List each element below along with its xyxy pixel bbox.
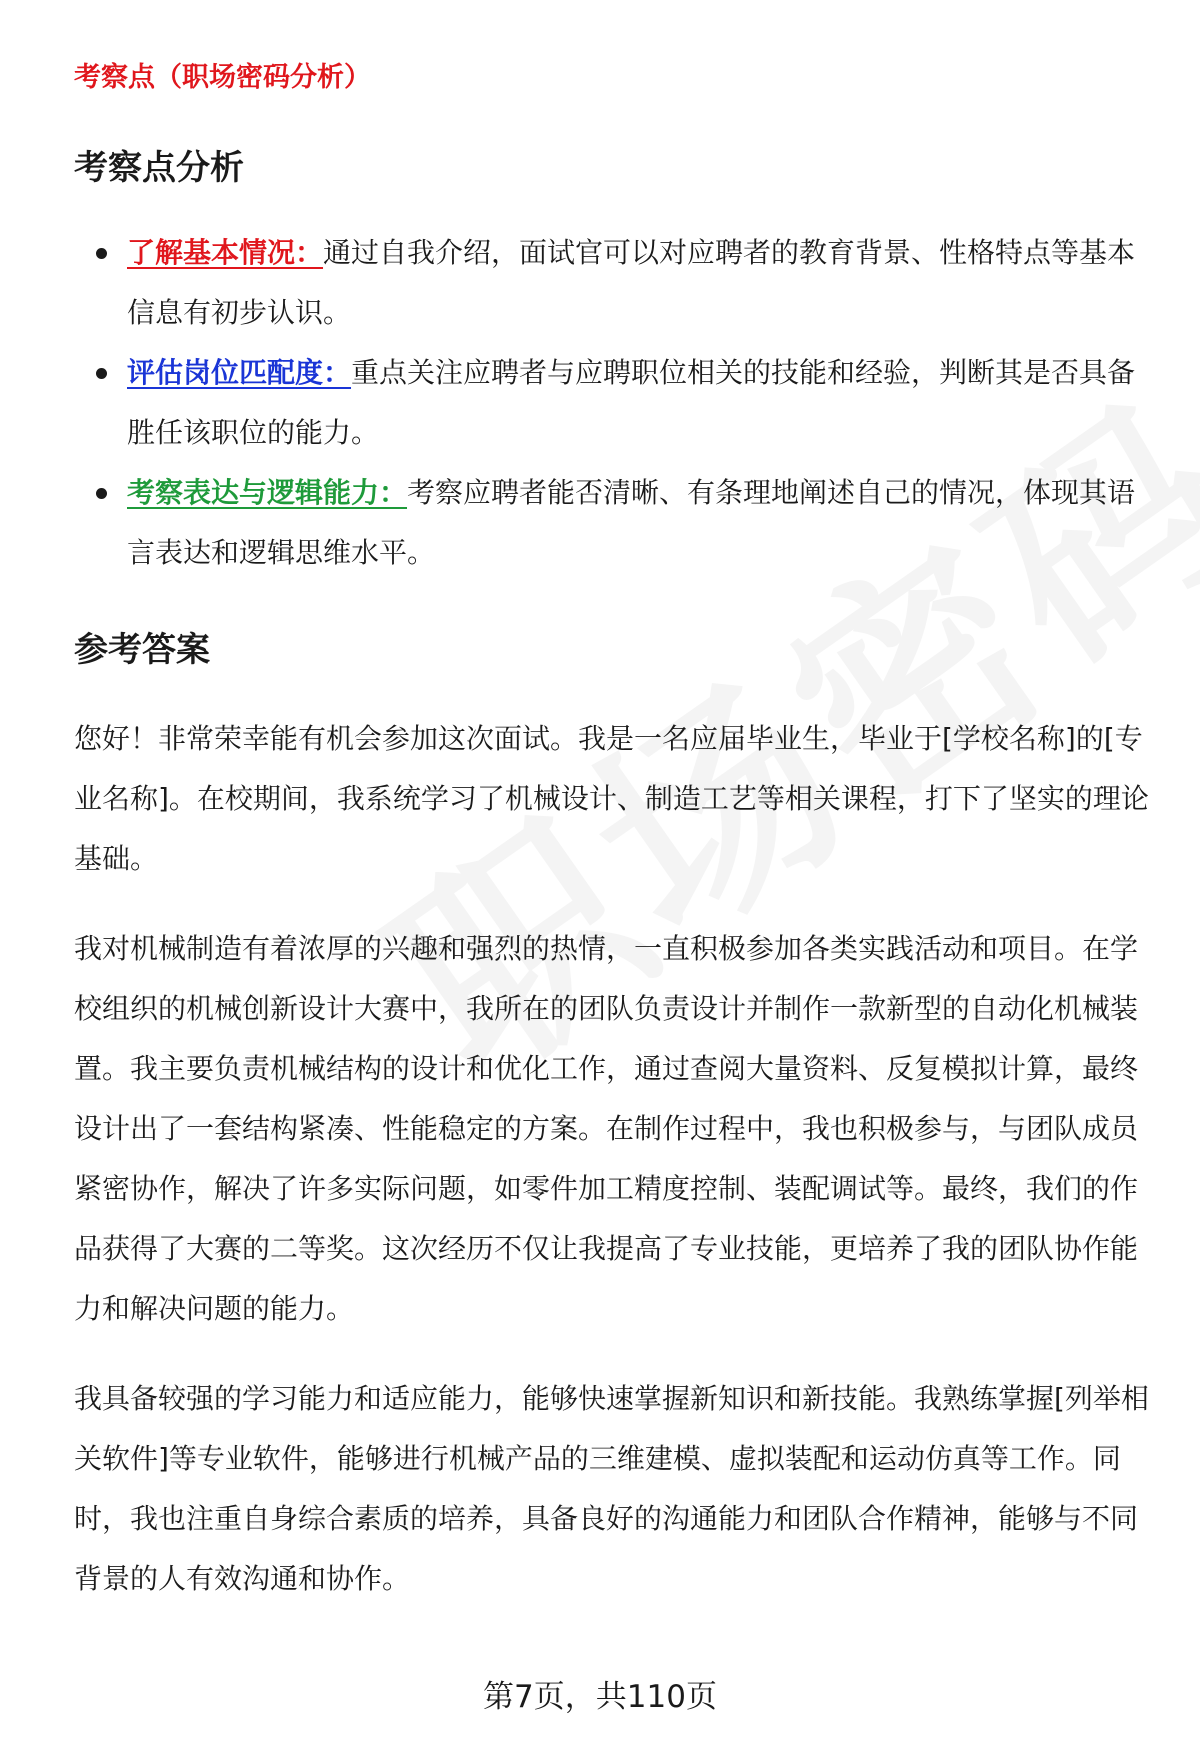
answer-heading: 参考答案 [74,630,210,670]
answer-paragraph: 您好！非常荣幸能有机会参加这次面试。我是一名应届毕业生，毕业于[学校名称]的[专业名称]。在校期间，我系统学习了机械设计、制造工艺等相关课程，打下了坚实的理论基础。 [74,722,1149,875]
point-text: 重点关注应聘者与应聘职位相关的技能和经验，判断其是否具备胜任该职位的能力。 [127,356,1136,449]
answer-paragraph: 我对机械制造有着浓厚的兴趣和强烈的热情，一直积极参加各类实践活动和项目。在学校组织的机械创新设计大赛中，我所在的团队负责设计并制作一款新型的自动化机械装置。我主要负责机械结构的设计和优化工作，通过查阅大量资料、反复模拟计算，最终设计出了一套结构紧凑、性能稳定的方案。在制作过程中，我也积极参与，与团队成员紧密协作，解决了许多实际问题，如零件加工精度控制、装配调试等。最终，我们的作品获得了大赛的二等奖。这次经历不仅让我提高了专业技能，更培养了我的团队协作能力和解决问题的能力。 [74,932,1139,1325]
point-key: 评估岗位匹配度： [127,356,352,389]
point-key: 了解基本情况： [127,236,324,269]
bullet-icon [96,488,107,499]
analysis-points-list [74,223,1154,583]
list-item [74,343,1154,463]
bullet-icon [96,248,107,259]
point-key: 考察表达与逻辑能力： [127,476,408,509]
answer-section [74,709,1154,1609]
analysis-heading: 考察点分析 [74,148,244,188]
list-item [74,223,1154,343]
document-body [74,58,1154,1609]
list-item [74,463,1154,583]
doc-label: 考察点（职场密码分析） [74,62,371,93]
point-text: 考察应聘者能否清晰、有条理地阐述自己的情况，体现其语言表达和逻辑思维水平。 [127,476,1136,569]
bullet-icon [96,368,107,379]
answer-paragraph: 我具备较强的学习能力和适应能力，能够快速掌握新知识和新技能。我熟练掌握[列举相关软件]等专业软件，能够进行机械产品的三维建模、虚拟装配和运动仿真等工作。同时，我也注重自身综合素质的培养，具备良好的沟通能力和团队合作精神，能够与不同背景的人有效沟通和协作。 [74,1382,1149,1595]
page-number: 第7页，共110页 [483,1679,717,1715]
point-text: 通过自我介绍，面试官可以对应聘者的教育背景、性格特点等基本信息有初步认识。 [127,236,1136,329]
